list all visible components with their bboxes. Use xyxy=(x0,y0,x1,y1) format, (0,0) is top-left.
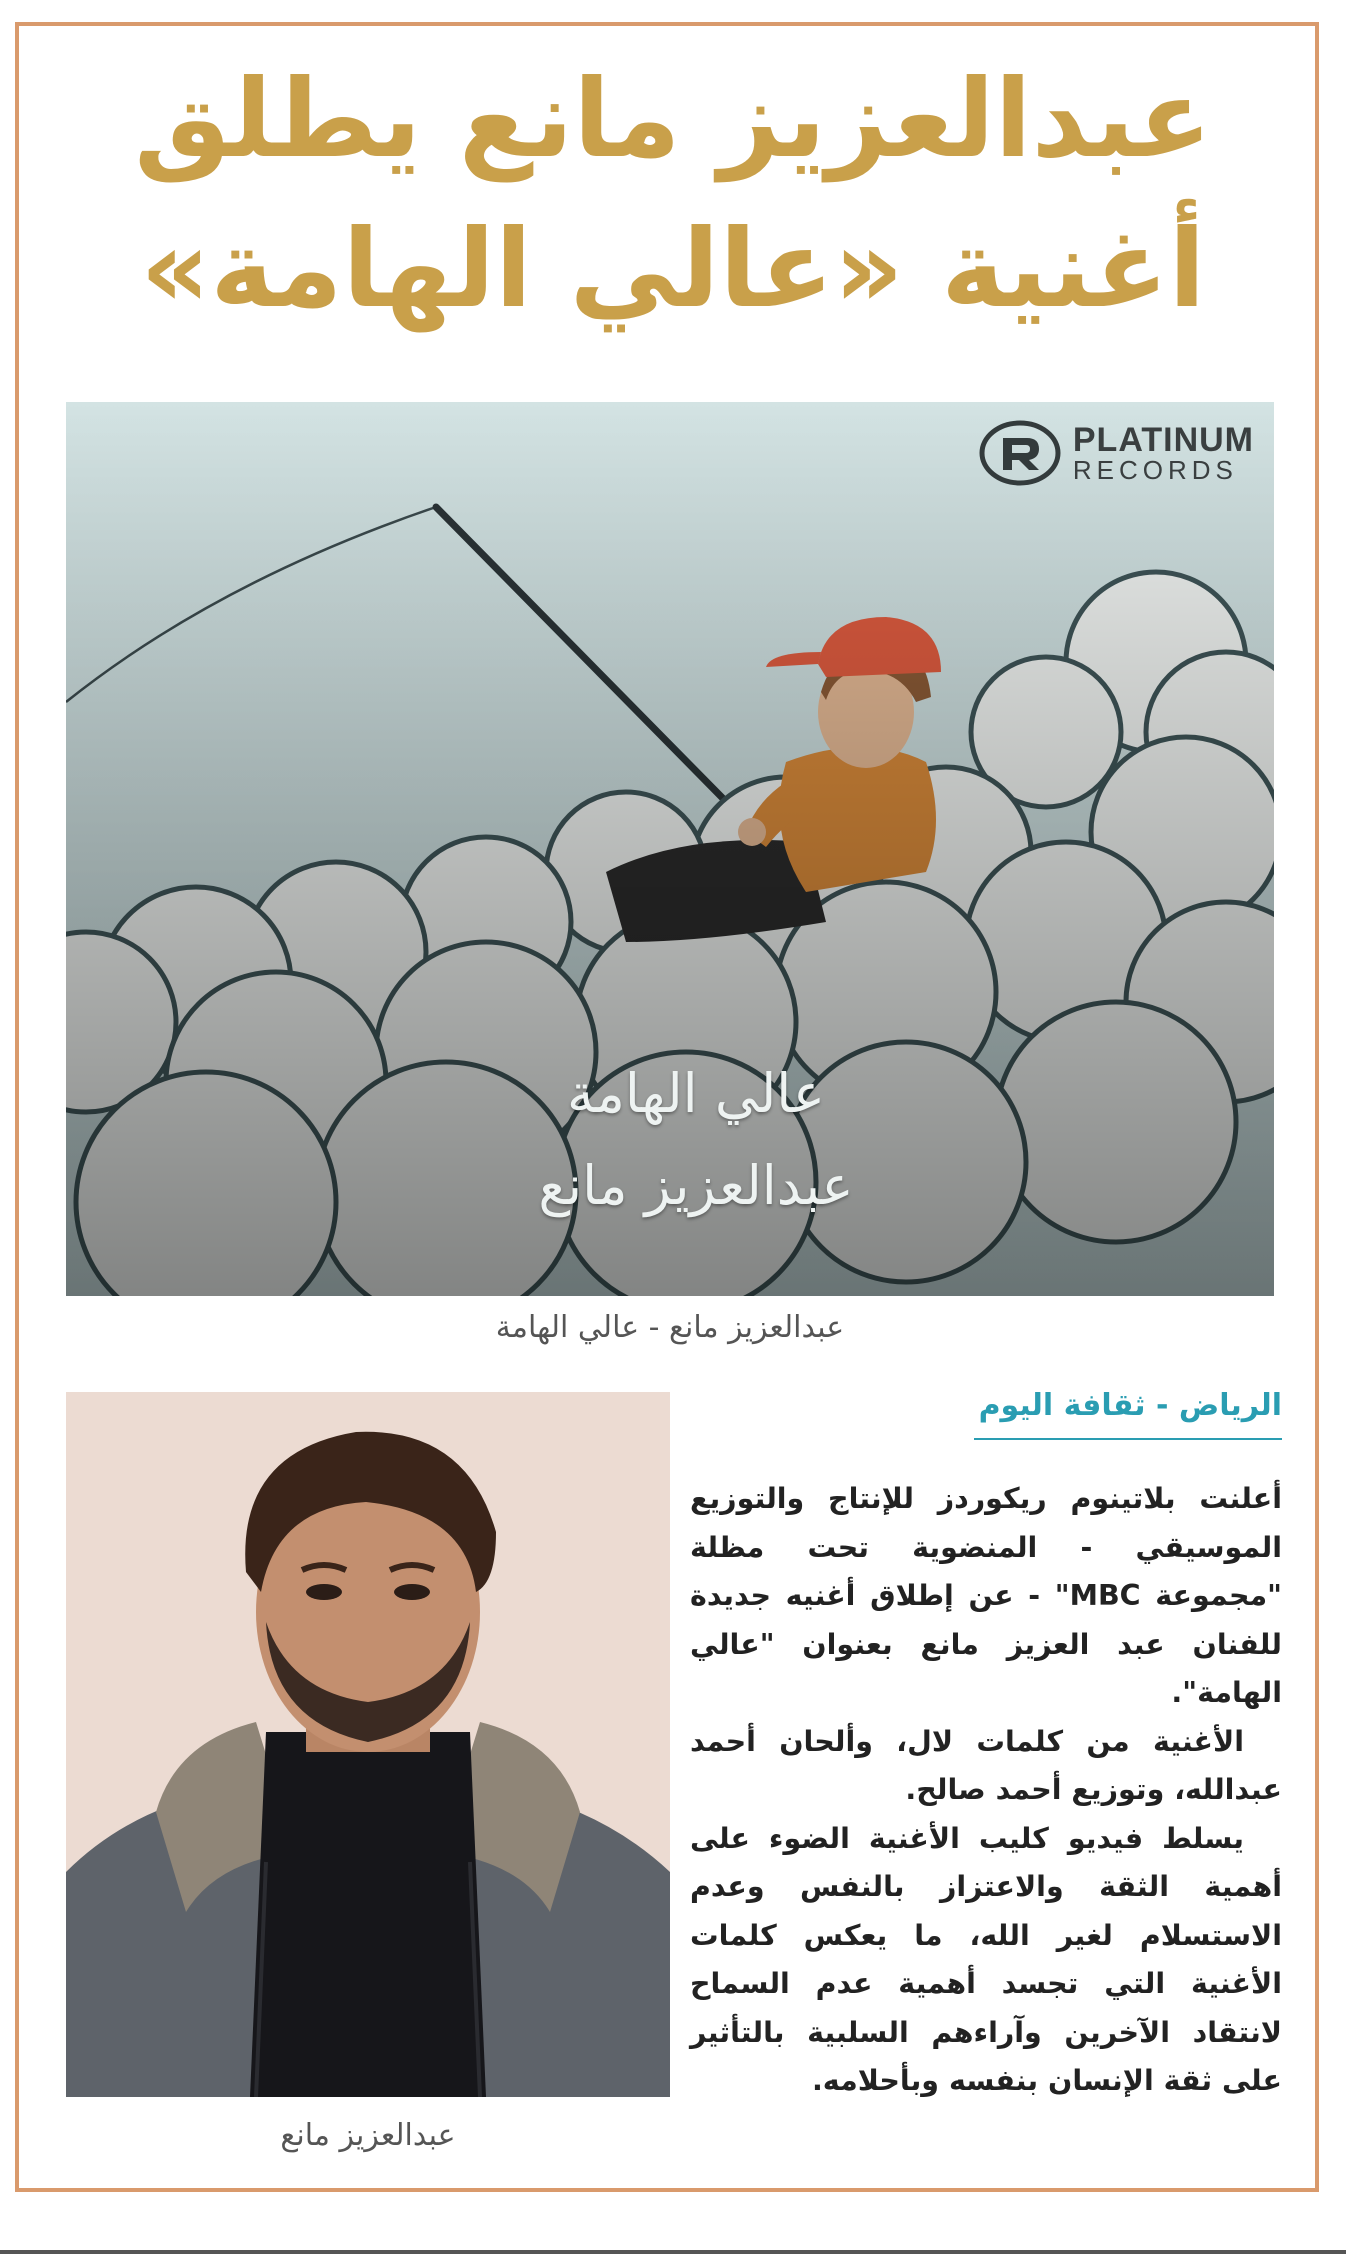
cover-song-title: عالي الهامة xyxy=(567,1062,825,1125)
cover-artist-name: عبدالعزيز مانع xyxy=(538,1154,854,1217)
logo-line-2: RECORDS xyxy=(1072,455,1238,485)
byline-divider xyxy=(974,1438,1282,1440)
portrait-illustration xyxy=(66,1392,670,2097)
article-byline: الرياض - ثقافة اليوم xyxy=(978,1388,1282,1423)
article-paragraph-3: يسلط فيديو كليب الأغنية الضوء على أهمية الثقة والاعتزاز بالنفس وعدم الاستسلام لغير الله، ما يعكس كلمات الأغنية التي تجسد أهمية عدم السماح لانتقاد الآخرين وآراءهم السلبية بالتأثير على ثقة الإنسان بنفسه وبأحلامه. xyxy=(690,1821,1282,2097)
artist-portrait xyxy=(66,1392,670,2097)
cover-caption: عبدالعزيز مانع - عالي الهامة xyxy=(495,1310,845,1345)
records-logo-icon xyxy=(979,420,1061,486)
article-paragraph-2: الأغنية من كلمات لال، وألحان أحمد عبدالله، وتوزيع أحمد صالح. xyxy=(690,1724,1282,1806)
article-body xyxy=(690,1475,1282,2106)
headline-line-2: أغنية «عالي الهامة» xyxy=(140,207,1206,332)
article-paragraph-1: أعلنت بلاتينوم ريكوردز للإنتاج والتوزيع الموسيقي - المنضوية تحت مظلة "مجموعة MBC" - عن إطلاق أغنيه جديدة للفنان عبد العزيز مانع بعنوان "عالي الهامة". xyxy=(690,1482,1282,1709)
page-bottom-rule xyxy=(0,2250,1346,2254)
platinum-records-logo xyxy=(979,420,1254,486)
album-cover-image xyxy=(66,402,1274,1296)
headline xyxy=(60,45,1286,345)
headline-line-1: عبدالعزيز مانع يطلق xyxy=(134,57,1212,182)
portrait-caption: عبدالعزيز مانع xyxy=(280,2118,456,2153)
logo-line-1: PLATINUM xyxy=(1072,421,1254,459)
